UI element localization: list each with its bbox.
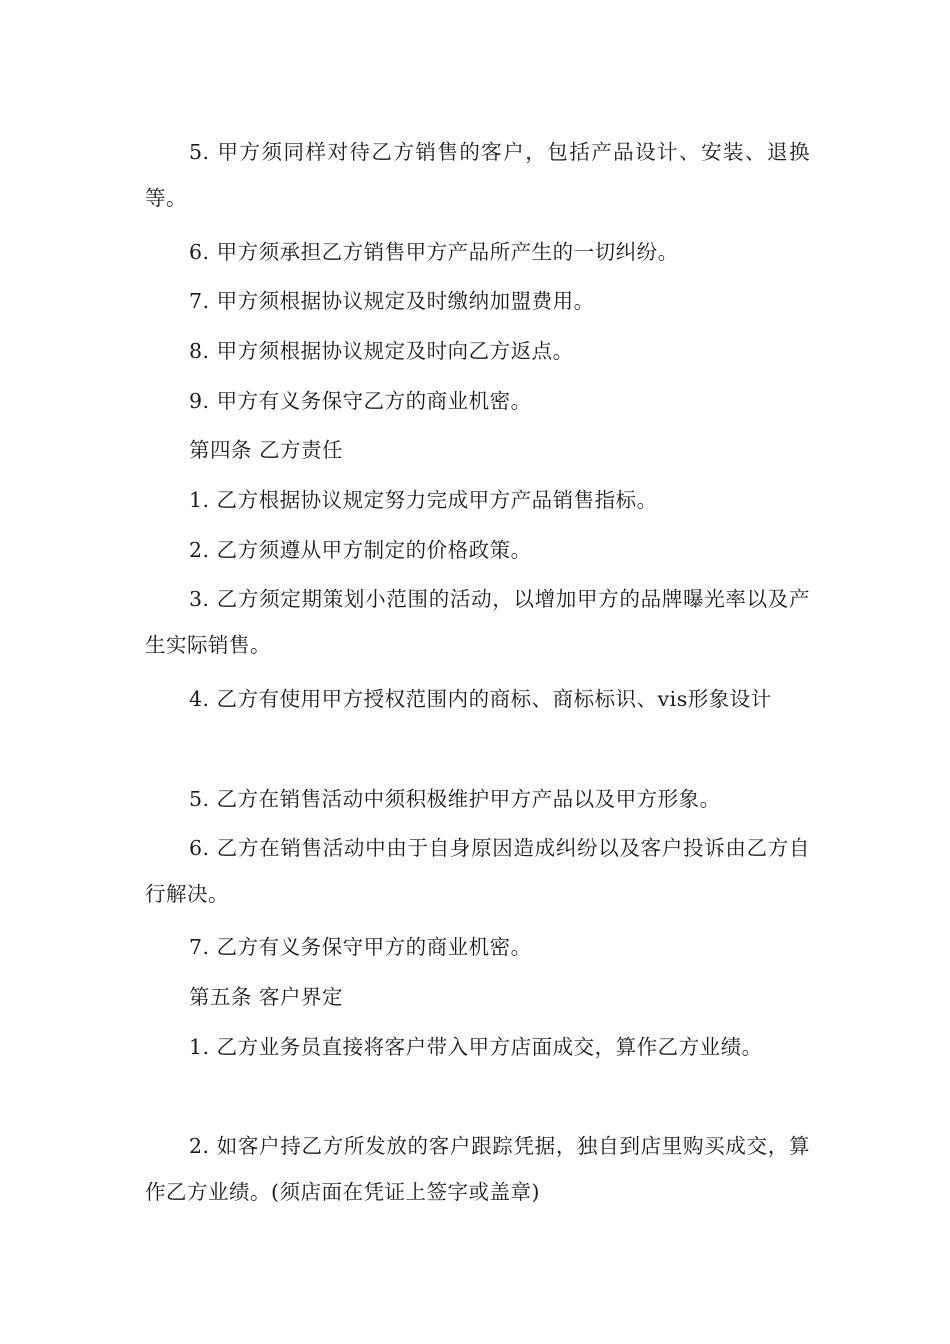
section-heading-5: 第五条 客户界定 <box>189 985 344 1009</box>
clause-b2: 2. 乙方须遵从甲方制定的价格政策。 <box>189 538 532 562</box>
section-heading-4: 第四条 乙方责任 <box>189 438 344 462</box>
clause-b3: 3. 乙方须定期策划小范围的活动，以增加甲方的品牌曝光率以及产生实际销售。 <box>145 587 810 657</box>
clause-b7: 7. 乙方有义务保守甲方的商业机密。 <box>189 935 532 959</box>
clause-c1: 1. 乙方业务员直接将客户带入甲方店面成交，算作乙方业绩。 <box>189 1035 763 1059</box>
clause-b6: 6. 乙方在销售活动中由于自身原因造成纠纷以及客户投诉由乙方自行解决。 <box>145 836 810 906</box>
clause-a6: 6. 甲方须承担乙方销售甲方产品所产生的一切纠纷。 <box>189 240 679 264</box>
clause-b4: 4. 乙方有使用甲方授权范围内的商标、商标标识、vis形象设计 <box>189 687 772 711</box>
clause-b1: 1. 乙方根据协议规定努力完成甲方产品销售指标。 <box>189 488 658 512</box>
clause-a9: 9. 甲方有义务保守乙方的商业机密。 <box>189 389 532 413</box>
clause-a7: 7. 甲方须根据协议规定及时缴纳加盟费用。 <box>189 289 595 313</box>
clause-a5: 5. 甲方须同样对待乙方销售的客户，包括产品设计、安装、退换等。 <box>145 140 810 210</box>
clause-c2: 2. 如客户持乙方所发放的客户跟踪凭据，独自到店里购买成交，算作乙方业绩。(须店面在凭证上签字或盖章) <box>145 1134 810 1204</box>
clause-a8: 8. 甲方须根据协议规定及时向乙方返点。 <box>189 339 574 363</box>
clause-b5: 5. 乙方在销售活动中须积极维护甲方产品以及甲方形象。 <box>189 787 721 811</box>
